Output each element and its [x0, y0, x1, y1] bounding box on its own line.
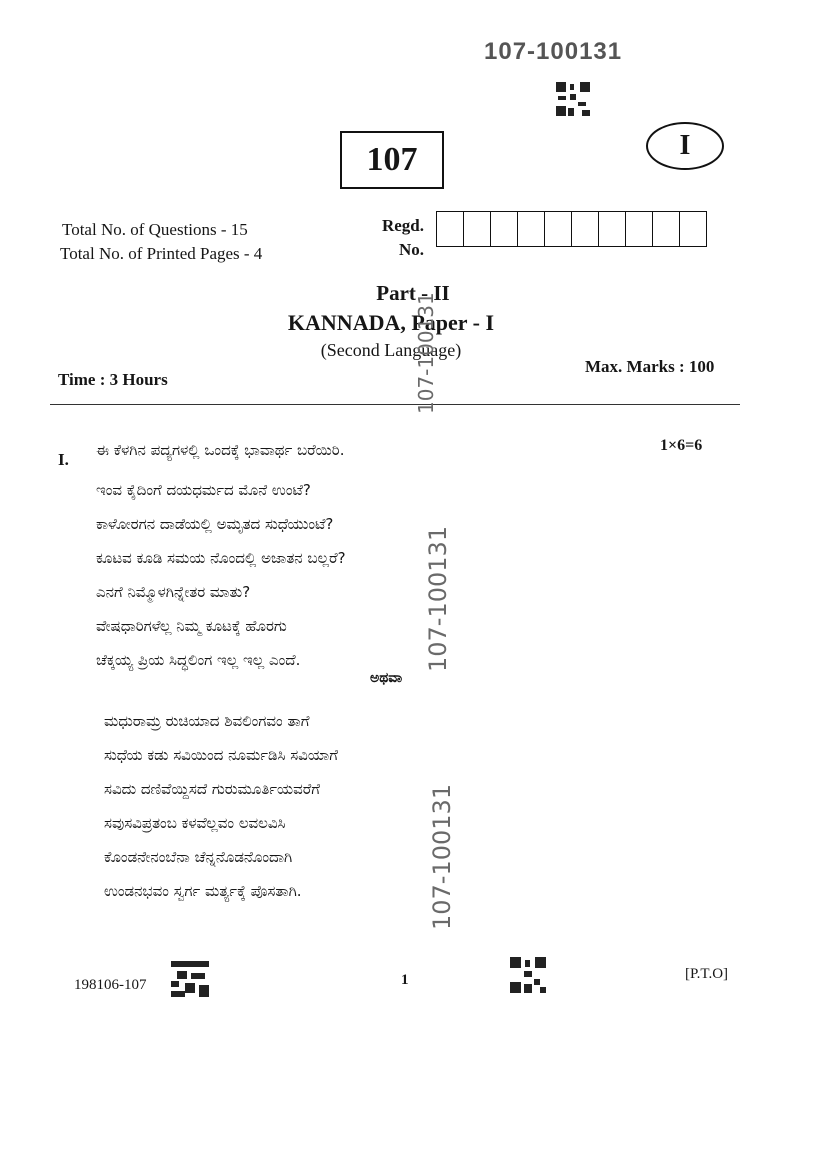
page-number: 1: [401, 972, 409, 988]
regd-digit-box[interactable]: [598, 211, 625, 247]
poem-line: ಇಂವ ಕೈದಿಂಗೆ ದಯಧರ್ಮದ ಮೊನೆ ಉಂಟೆ?: [96, 481, 311, 499]
regd-digit-box[interactable]: [625, 211, 652, 247]
footer-datamatrix-code: [171, 961, 209, 997]
poem-line: ಸವಿದು ದಣಿವೆಯ್ದಿಸದೆ ಗುರುಮೂರ್ತಿಯವರೆಗೆ: [104, 780, 320, 798]
poem-line: ಚೆಕ್ಕಯ್ಯ ಪ್ರಿಯ ಸಿದ್ಧಲಿಂಗ ಇಲ್ಲ ಇಲ್ಲ ಎಂದೆ.: [96, 651, 301, 669]
regd-digit-box[interactable]: [490, 211, 517, 247]
regd-label: [376, 214, 424, 262]
question-instruction: ಈ ಕೆಳಗಿನ ಪದ್ಯಗಳಲ್ಲಿ ಒಂದಕ್ಕೆ ಭಾವಾರ್ಥ ಬರೆಯಿರಿ.: [96, 441, 345, 459]
poem-1: [96, 473, 346, 677]
poem-line: ಕೊಂಡನೇನಂಬೆನಾ ಚೆನ್ನನೊಡನೊಂದಾಗಿ: [104, 848, 293, 866]
header-divider: [50, 404, 740, 405]
poem-line: ಸುಧೆಯ ಕಡು ಸವಿಯಿಂದ ನೂರ್ಮಡಿಸಿ ಸವಿಯಾಗೆ: [104, 746, 338, 764]
top-qr-code: [556, 82, 590, 116]
regd-label-line1: Regd.: [381, 216, 424, 235]
regd-digit-box[interactable]: [571, 211, 598, 247]
regd-digit-box[interactable]: [679, 211, 707, 247]
footer-code: 198106-107: [74, 977, 147, 993]
poem-line: ಉಂಡನಭವಂ ಸ್ವರ್ಗ ಮರ್ತ್ಯಕ್ಕೆ ಪೊಸತಾಗಿ.: [104, 882, 302, 900]
question-marks: 1×6=6: [660, 437, 703, 454]
poem-line: ಮಧುರಾಮ್ರ ರುಚಿಯಾದ ಶಿವಲಿಂಗವಂ ತಾಗೆ: [104, 712, 310, 730]
part-heading: Part - II: [376, 281, 450, 305]
poem-line: ಎನಗೆ ನಿಮ್ಮೊಳಗಿನ್ನೇತರ ಮಾತು?: [96, 583, 251, 601]
regd-digit-box[interactable]: [544, 211, 571, 247]
poem-line: ಕೂಟವ ಕೂಡಿ ಸಮಯ ನೊಂದಲ್ಲಿ ಅಜಾತನ ಬಲ್ಲರೆ?: [96, 549, 346, 567]
vertical-stamp: 107-100131: [424, 525, 452, 672]
series-indicator: I: [646, 122, 724, 170]
total-pages: Total No. of Printed Pages - 4: [60, 244, 263, 263]
vertical-stamp: 107-100131: [414, 292, 438, 414]
subject-heading: KANNADA, Paper - I: [287, 310, 495, 335]
regd-digit-box[interactable]: [463, 211, 490, 247]
regd-number-boxes[interactable]: [436, 211, 707, 247]
poem-line: ವೇಷಧಾರಿಗಳೆಲ್ಲ ನಿಮ್ಮ ಕೂಟಕ್ಕೆ ಹೊರಗು: [96, 617, 287, 635]
question-number: I.: [58, 450, 69, 469]
regd-label-line2: No.: [398, 240, 424, 259]
vertical-stamp: 107-100131: [428, 783, 456, 930]
poem-2: [104, 704, 338, 908]
poem-line: ಸವುಸವಿಪ್ರತಂಬ ಕಳವೆಲ್ಲವಂ ಲವಲವಿಸಿ: [104, 814, 286, 832]
subject-code-box: 107: [340, 131, 444, 189]
barcode-number: 107-100131: [484, 38, 623, 65]
exam-time: Time : 3 Hours: [58, 370, 168, 389]
regd-digit-box[interactable]: [436, 211, 463, 247]
regd-digit-box[interactable]: [652, 211, 679, 247]
or-label: ಅಥವಾ: [370, 670, 403, 686]
poem-line: ಕಾಳೋರಗನ ದಾಡೆಯಲ್ಲಿ ಅಮೃತದ ಸುಧೆಯುಂಟೆ?: [96, 515, 334, 533]
total-questions: Total No. of Questions - 15: [62, 220, 248, 239]
footer-qr-code: [510, 957, 546, 993]
please-turn-over: [P.T.O]: [685, 966, 729, 982]
language-type: (Second Language): [320, 340, 462, 360]
regd-digit-box[interactable]: [517, 211, 544, 247]
max-marks: Max. Marks : 100: [585, 357, 715, 376]
